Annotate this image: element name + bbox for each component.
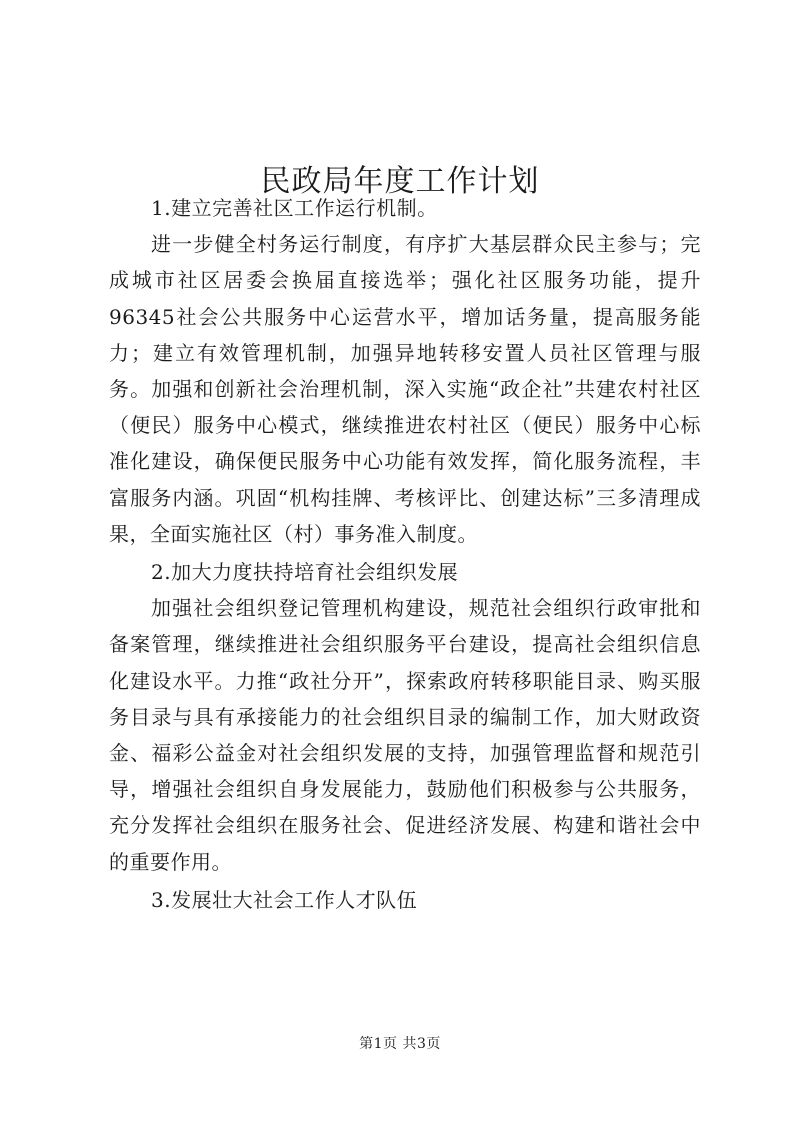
document-body <box>109 190 701 918</box>
section-paragraph-1: 进一步健全村务运行制度，有序扩大基层群众民主参与；完成城市社区居委会换届直接选举；强化社区服务功能，提升96345社会公共服务中心运营水平，增加话务量，提高服务能力；建立有效管理机制，加强异地转移安置人员社区管理与服务。加强和创新社会治理机制，深入实施“政企社”共建农村社区（便民）服务中心模式，继续推进农村社区（便民）服务中心标准化建设，确保便民服务中心功能有效发挥，简化服务流程，丰富服务内涵。巩固“机构挂牌、考核评比、创建达标”三多清理成果，全面实施社区（村）事务准入制度。 <box>109 232 701 546</box>
document-title: 民政局年度工作计划 <box>260 164 540 200</box>
page-footer: 第1页 共3页 <box>359 1036 441 1052</box>
section-paragraph-2: 加强社会组织登记管理机构建设，规范社会组织行政审批和备案管理，继续推进社会组织服务平台建设，提高社会组织信息化建设水平。力推“政社分开”，探索政府转移职能目录、购买服务目录与具有承接能力的社会组织目录的编制工作，加大财政资金、福彩公益金对社会组织发展的支持，加强管理监督和规范引导，增强社会组织自身发展能力，鼓励他们积极参与公共服务，充分发挥社会组织在服务社会、促进经济发展、构建和谐社会中的重要作用。 <box>109 596 701 874</box>
section-heading-3: 3.发展壮大社会工作人才队伍 <box>151 887 418 912</box>
section-heading-2: 2.加大力度扶持培育社会组织发展 <box>151 560 459 585</box>
section-heading-1: 1.建立完善社区工作运行机制。 <box>151 196 438 220</box>
